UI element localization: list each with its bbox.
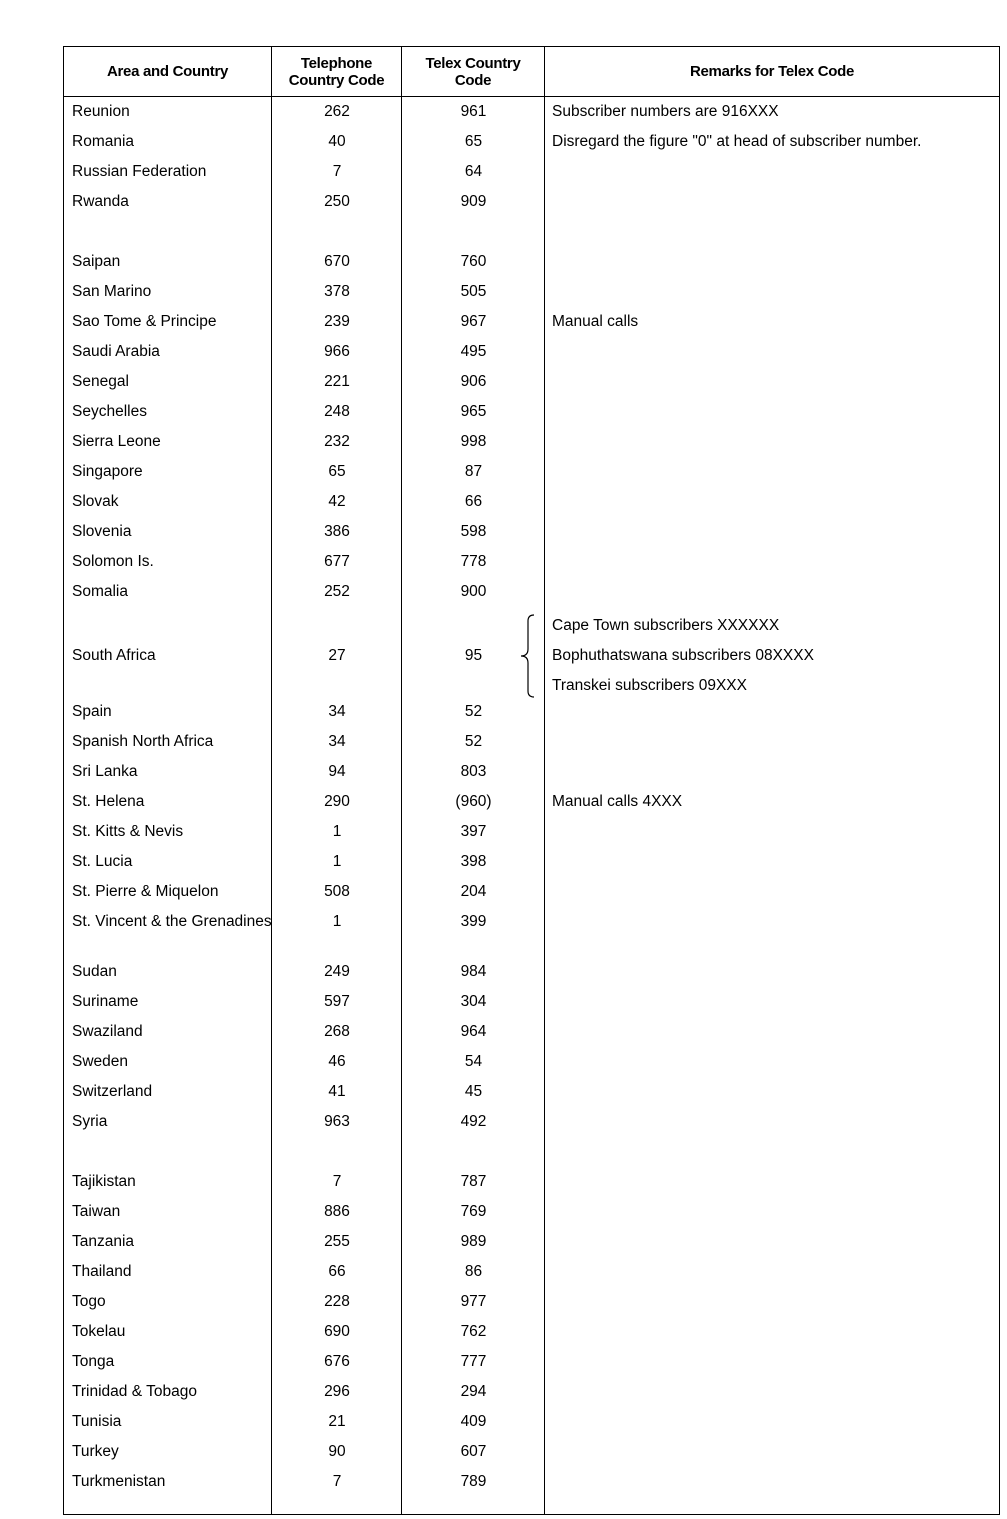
table-row xyxy=(64,957,999,987)
telex-code-cell: 789 xyxy=(460,1473,487,1490)
telephone-code-cell: 886 xyxy=(324,1203,350,1220)
remark-cell xyxy=(552,1377,997,1407)
country-cell: Turkey xyxy=(72,1443,119,1460)
country-cell: Romania xyxy=(72,133,135,150)
country-cell: Swaziland xyxy=(72,1023,143,1040)
table-row xyxy=(64,1287,999,1317)
remark-cell xyxy=(552,1077,997,1107)
telephone-code-cell: 252 xyxy=(324,583,350,600)
header-telephone-line1: Telephone xyxy=(300,54,373,72)
header-remarks-label: Remarks for Telex Code xyxy=(689,63,855,80)
country-cell: Trinidad & Tobago xyxy=(72,1383,197,1400)
remark-cell xyxy=(552,1257,997,1287)
telex-code-cell: 989 xyxy=(460,1233,487,1250)
country-cell: Tunisia xyxy=(72,1413,122,1430)
curly-brace-icon xyxy=(514,613,542,699)
remark-cell: Subscriber numbers are 916XXX xyxy=(552,103,779,120)
remark-cell xyxy=(552,1437,997,1467)
telephone-code-cell: 268 xyxy=(324,1023,350,1040)
remark-cell xyxy=(552,157,997,187)
header-telex-line1: Telex Country xyxy=(425,54,521,72)
table-row xyxy=(64,1347,999,1377)
telex-code-cell: 505 xyxy=(460,283,487,300)
remark-cell xyxy=(552,517,997,547)
country-cell: Singapore xyxy=(72,463,143,480)
table-row xyxy=(64,367,999,397)
country-cell: Togo xyxy=(72,1293,106,1310)
country-cell: Reunion xyxy=(72,103,130,120)
country-cell: Spain xyxy=(72,703,112,720)
remark-cell xyxy=(552,957,997,987)
telex-code-cell: 397 xyxy=(460,823,487,840)
remark-cell xyxy=(552,987,997,1017)
telex-code-cell: 52 xyxy=(464,733,483,750)
telex-code-cell: 66 xyxy=(464,493,483,510)
remark-cell xyxy=(552,277,997,307)
remark-cell xyxy=(552,397,997,427)
table-row xyxy=(64,877,999,907)
telex-code-cell: 65 xyxy=(464,133,483,150)
telephone-code-cell: 963 xyxy=(324,1113,350,1130)
country-cell: Sri Lanka xyxy=(72,763,138,780)
country-cell: Rwanda xyxy=(72,193,129,210)
telex-code-cell: 964 xyxy=(460,1023,487,1040)
table-row xyxy=(64,487,999,517)
telephone-code-cell: 65 xyxy=(328,463,346,480)
country-cell: Turkmenistan xyxy=(72,1473,166,1490)
telephone-code-cell: 228 xyxy=(324,1293,350,1310)
telex-code-cell: 409 xyxy=(460,1413,487,1430)
telex-code-cell: 967 xyxy=(460,313,487,330)
table-row xyxy=(64,1407,999,1437)
country-cell: Somalia xyxy=(72,583,128,600)
remark-cell xyxy=(552,1167,997,1197)
remark-cell xyxy=(552,427,997,457)
table-row xyxy=(64,1377,999,1407)
telex-code-cell: 495 xyxy=(460,343,487,360)
telex-code-cell: 762 xyxy=(460,1323,487,1340)
telex-code-cell: (960) xyxy=(455,793,492,810)
table-row xyxy=(64,907,999,937)
remark-cell xyxy=(552,547,997,577)
telephone-code-cell: 248 xyxy=(324,403,350,420)
telephone-code-cell: 670 xyxy=(324,253,350,270)
remark-cell xyxy=(552,1407,997,1437)
telephone-code-cell: 255 xyxy=(324,1233,350,1250)
table-row xyxy=(64,427,999,457)
country-cell: St. Kitts & Nevis xyxy=(72,823,184,840)
telex-code-cell: 492 xyxy=(460,1113,487,1130)
country-cell: St. Helena xyxy=(72,793,145,810)
telephone-code-cell: 1 xyxy=(332,913,342,930)
remark-cell xyxy=(552,187,997,217)
south-africa-remark-cape-town: Cape Town subscribers XXXXXX xyxy=(552,617,780,634)
telephone-code-cell: 34 xyxy=(328,733,346,750)
country-cell: Spanish North Africa xyxy=(72,733,214,750)
telephone-code-cell: 42 xyxy=(328,493,346,510)
telex-code-cell: 900 xyxy=(460,583,487,600)
remark-cell xyxy=(552,757,997,787)
telex-code-cell: 787 xyxy=(460,1173,487,1190)
telex-code-cell: 977 xyxy=(460,1293,487,1310)
table-row xyxy=(64,1167,999,1197)
telephone-code-cell: 40 xyxy=(328,133,346,150)
header-area-country xyxy=(64,47,272,97)
telephone-code-cell: 677 xyxy=(324,553,350,570)
telephone-code-cell: 34 xyxy=(328,703,346,720)
remark-cell xyxy=(552,247,997,277)
telephone-code-cell: 1 xyxy=(332,823,342,840)
telex-code-cell: 304 xyxy=(460,993,487,1010)
table-row xyxy=(64,1437,999,1467)
remark-cell xyxy=(552,877,997,907)
country-cell: Sao Tome & Principe xyxy=(72,313,217,330)
table-row xyxy=(64,1257,999,1287)
south-africa-remark-bophuthatswana: Bophuthatswana subscribers 08XXXX xyxy=(552,647,814,664)
telephone-code-cell: 90 xyxy=(328,1443,346,1460)
header-area-country-label: Area and Country xyxy=(106,63,229,80)
telephone-code-cell: 966 xyxy=(324,343,350,360)
header-telex-line2: Code xyxy=(454,71,492,89)
telex-code-cell: 777 xyxy=(460,1353,487,1370)
telex-code-cell: 87 xyxy=(464,463,483,480)
country-cell: Tanzania xyxy=(72,1233,135,1250)
remark-cell xyxy=(552,697,997,727)
table-row xyxy=(64,697,999,727)
table-row xyxy=(64,307,999,337)
telex-code-cell: 984 xyxy=(460,963,487,980)
telex-code-cell: 906 xyxy=(460,373,487,390)
telex-code-table xyxy=(63,46,1000,1515)
remark-cell xyxy=(552,727,997,757)
country-cell: Senegal xyxy=(72,373,129,390)
table-row xyxy=(64,1197,999,1227)
remark-cell: Manual calls xyxy=(552,313,639,330)
telex-code-cell: 45 xyxy=(464,1083,483,1100)
remark-cell xyxy=(552,1017,997,1047)
table-row xyxy=(64,457,999,487)
telephone-code-cell: 250 xyxy=(324,193,350,210)
header-remarks xyxy=(545,47,999,97)
table-row xyxy=(64,247,999,277)
remark-cell xyxy=(552,487,997,517)
country-cell: Switzerland xyxy=(72,1083,153,1100)
table-row xyxy=(64,127,999,157)
telephone-code-cell: 21 xyxy=(328,1413,346,1430)
remark-cell xyxy=(552,577,997,607)
table-row xyxy=(64,1107,999,1137)
telex-code-cell: 965 xyxy=(460,403,487,420)
country-cell: Sweden xyxy=(72,1053,129,1070)
telex-code-cell: 64 xyxy=(464,163,483,180)
country-cell: Suriname xyxy=(72,993,139,1010)
telex-code-cell: 294 xyxy=(460,1383,487,1400)
remark-cell xyxy=(552,1107,997,1137)
table-row xyxy=(64,1017,999,1047)
table-row xyxy=(64,397,999,427)
country-cell: Sudan xyxy=(72,963,117,980)
remark-cell xyxy=(552,1287,997,1317)
remark-cell: Manual calls 4XXX xyxy=(552,793,683,810)
table-row xyxy=(64,847,999,877)
country-cell: Solomon Is. xyxy=(72,553,154,570)
country-cell: Tonga xyxy=(72,1353,115,1370)
telephone-code-cell: 232 xyxy=(324,433,350,450)
table-row xyxy=(64,97,999,127)
telephone-code-cell: 41 xyxy=(328,1083,346,1100)
table-row xyxy=(64,547,999,577)
table-row xyxy=(64,757,999,787)
country-cell: Seychelles xyxy=(72,403,147,420)
table-row xyxy=(64,1047,999,1077)
south-africa-remark-transkei: Transkei subscribers 09XXX xyxy=(552,677,747,694)
telephone-code-cell: 290 xyxy=(324,793,350,810)
table-row xyxy=(64,1317,999,1347)
telephone-code-cell: 249 xyxy=(324,963,350,980)
telex-code-cell: 399 xyxy=(460,913,487,930)
telex-code-cell: 961 xyxy=(460,103,487,120)
remark-cell xyxy=(552,1047,997,1077)
country-cell: Thailand xyxy=(72,1263,132,1280)
telex-code-cell: 598 xyxy=(460,523,487,540)
remark-cell xyxy=(552,1467,997,1497)
table-row xyxy=(64,1077,999,1107)
telephone-code-cell: 46 xyxy=(328,1053,346,1070)
telex-code-cell: 204 xyxy=(460,883,487,900)
table-row xyxy=(64,187,999,217)
telex-code-cell: 769 xyxy=(460,1203,487,1220)
table-row xyxy=(64,157,999,187)
telephone-code-cell: 386 xyxy=(324,523,350,540)
header-telex-code xyxy=(402,47,545,97)
country-cell: Tajikistan xyxy=(72,1173,136,1190)
remark-cell xyxy=(552,337,997,367)
country-cell: Saudi Arabia xyxy=(72,343,160,360)
table-row xyxy=(64,1467,999,1497)
telephone-code-cell: 7 xyxy=(332,1173,342,1190)
telephone-code-cell: 690 xyxy=(324,1323,350,1340)
country-cell: Syria xyxy=(72,1113,108,1130)
telephone-code-cell: 597 xyxy=(324,993,350,1010)
remark-cell xyxy=(552,1347,997,1377)
country-cell: South Africa xyxy=(72,647,156,664)
telephone-code-cell: 508 xyxy=(324,883,350,900)
country-cell: Slovak xyxy=(72,493,119,510)
country-cell: Saipan xyxy=(72,253,121,270)
telex-code-cell: 52 xyxy=(464,703,483,720)
table-row xyxy=(64,787,999,817)
telephone-code-cell: 262 xyxy=(324,103,350,120)
telex-code-cell: 760 xyxy=(460,253,487,270)
remark-cell xyxy=(552,1227,997,1257)
country-cell: Slovenia xyxy=(72,523,132,540)
table-row xyxy=(64,337,999,367)
remark-cell: Disregard the figure "0" at head of subscriber number. xyxy=(552,133,922,150)
table-row xyxy=(64,817,999,847)
country-cell: Sierra Leone xyxy=(72,433,161,450)
table-row xyxy=(64,517,999,547)
telephone-code-cell: 1 xyxy=(332,853,342,870)
remark-cell xyxy=(552,367,997,397)
telex-code-cell: 803 xyxy=(460,763,487,780)
telephone-code-cell: 378 xyxy=(324,283,350,300)
telex-code-cell: 54 xyxy=(464,1053,483,1070)
table-row xyxy=(64,727,999,757)
country-cell: Taiwan xyxy=(72,1203,121,1220)
telephone-code-cell: 296 xyxy=(324,1383,350,1400)
telex-code-cell: 86 xyxy=(464,1263,483,1280)
telex-code-cell: 95 xyxy=(464,647,483,664)
telephone-code-cell: 221 xyxy=(324,373,350,390)
country-cell: St. Pierre & Miquelon xyxy=(72,883,219,900)
remark-cell xyxy=(552,817,997,847)
telephone-code-cell: 66 xyxy=(328,1263,346,1280)
country-cell: St. Vincent & the Grenadines xyxy=(72,913,272,930)
country-cell: Russian Federation xyxy=(72,163,207,180)
table-row xyxy=(64,277,999,307)
remark-cell xyxy=(552,847,997,877)
country-cell: San Marino xyxy=(72,283,152,300)
table-row xyxy=(64,577,999,607)
telephone-code-cell: 239 xyxy=(324,313,350,330)
country-cell: St. Lucia xyxy=(72,853,133,870)
table-row xyxy=(64,987,999,1017)
telex-code-cell: 607 xyxy=(460,1443,487,1460)
telephone-code-cell: 7 xyxy=(332,1473,342,1490)
remark-cell xyxy=(552,457,997,487)
telex-code-cell: 909 xyxy=(460,193,487,210)
remark-cell xyxy=(552,1317,997,1347)
telex-code-cell: 398 xyxy=(460,853,487,870)
remark-cell xyxy=(552,1197,997,1227)
table-row xyxy=(64,1227,999,1257)
header-telephone-line2: Country Code xyxy=(288,71,385,89)
header-telephone-code xyxy=(272,47,402,97)
country-cell: Tokelau xyxy=(72,1323,126,1340)
telephone-code-cell: 94 xyxy=(328,763,346,780)
telephone-code-cell: 27 xyxy=(328,647,346,664)
telex-code-cell: 778 xyxy=(460,553,487,570)
telephone-code-cell: 676 xyxy=(324,1353,350,1370)
telex-code-cell: 998 xyxy=(460,433,487,450)
remark-cell xyxy=(552,907,997,937)
telephone-code-cell: 7 xyxy=(332,163,342,180)
